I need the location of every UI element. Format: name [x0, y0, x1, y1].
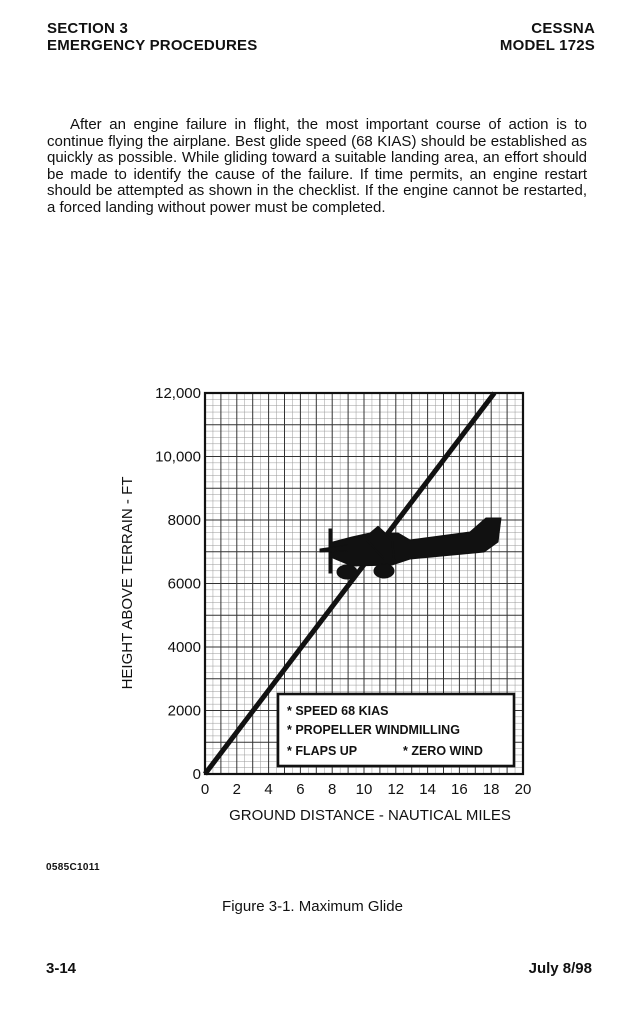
x-axis-label: GROUND DISTANCE - NAUTICAL MILES	[229, 807, 511, 824]
note-wind: * ZERO WIND	[403, 744, 483, 758]
airplane-silhouette	[320, 518, 501, 579]
figure-code: 0585C1011	[46, 862, 100, 873]
main-wheel	[374, 564, 394, 578]
section-number: SECTION 3	[47, 20, 128, 37]
y-tick-label: 12,000	[155, 385, 201, 402]
body-paragraph: After an engine failure in flight, the most important course of action is to continue flying the airplane. Best glide speed (68 KIAS) should be established as quickly as possible. While gliding toward a suitable landing area, an effort should be made to identify the cause of the failure. If time permits, an engine restart should be attempted as shown in the checklist. If the engine cannot be restarted, a forced landing without power must be completed.	[47, 116, 587, 216]
x-tick-label: 12	[387, 781, 405, 798]
model-name: MODEL 172S	[499, 37, 595, 54]
x-tick-label: 10	[355, 781, 373, 798]
y-tick-label: 8000	[167, 512, 201, 529]
figure-caption: Figure 3-1. Maximum Glide	[222, 898, 403, 915]
x-tick-label: 2	[232, 781, 241, 798]
nose-wheel	[337, 565, 357, 579]
page-date: July 8/98	[528, 960, 592, 977]
x-tick-label: 18	[482, 781, 500, 798]
x-tick-label: 6	[296, 781, 305, 798]
x-tick-label: 0	[200, 781, 210, 798]
x-tick-label: 8	[328, 781, 337, 798]
y-tick-labels	[155, 385, 201, 783]
y-tick-label: 10,000	[155, 448, 201, 466]
y-tick-label: 0	[192, 766, 201, 783]
conditions-box	[278, 694, 514, 766]
y-tick-label: 4000	[167, 639, 201, 656]
x-tick-label: 20	[514, 781, 532, 798]
y-tick-label: 2000	[167, 702, 201, 720]
page-number: 3-14	[46, 960, 77, 977]
y-tick-label: 6000	[167, 575, 201, 593]
y-axis-label: HEIGHT ABOVE TERRAIN - FT	[119, 476, 136, 690]
manufacturer: CESSNA	[531, 20, 595, 37]
note-speed: * SPEED 68 KIAS	[287, 704, 389, 718]
section-title: EMERGENCY PROCEDURES	[47, 37, 258, 54]
note-propeller: * PROPELLER WINDMILLING	[287, 723, 460, 737]
x-tick-label: 14	[419, 781, 436, 798]
x-tick-labels	[201, 781, 532, 798]
x-tick-label: 16	[451, 781, 468, 798]
tail-plane	[443, 543, 481, 547]
x-tick-label: 4	[264, 781, 273, 798]
note-flaps: * FLAPS UP	[287, 744, 358, 758]
